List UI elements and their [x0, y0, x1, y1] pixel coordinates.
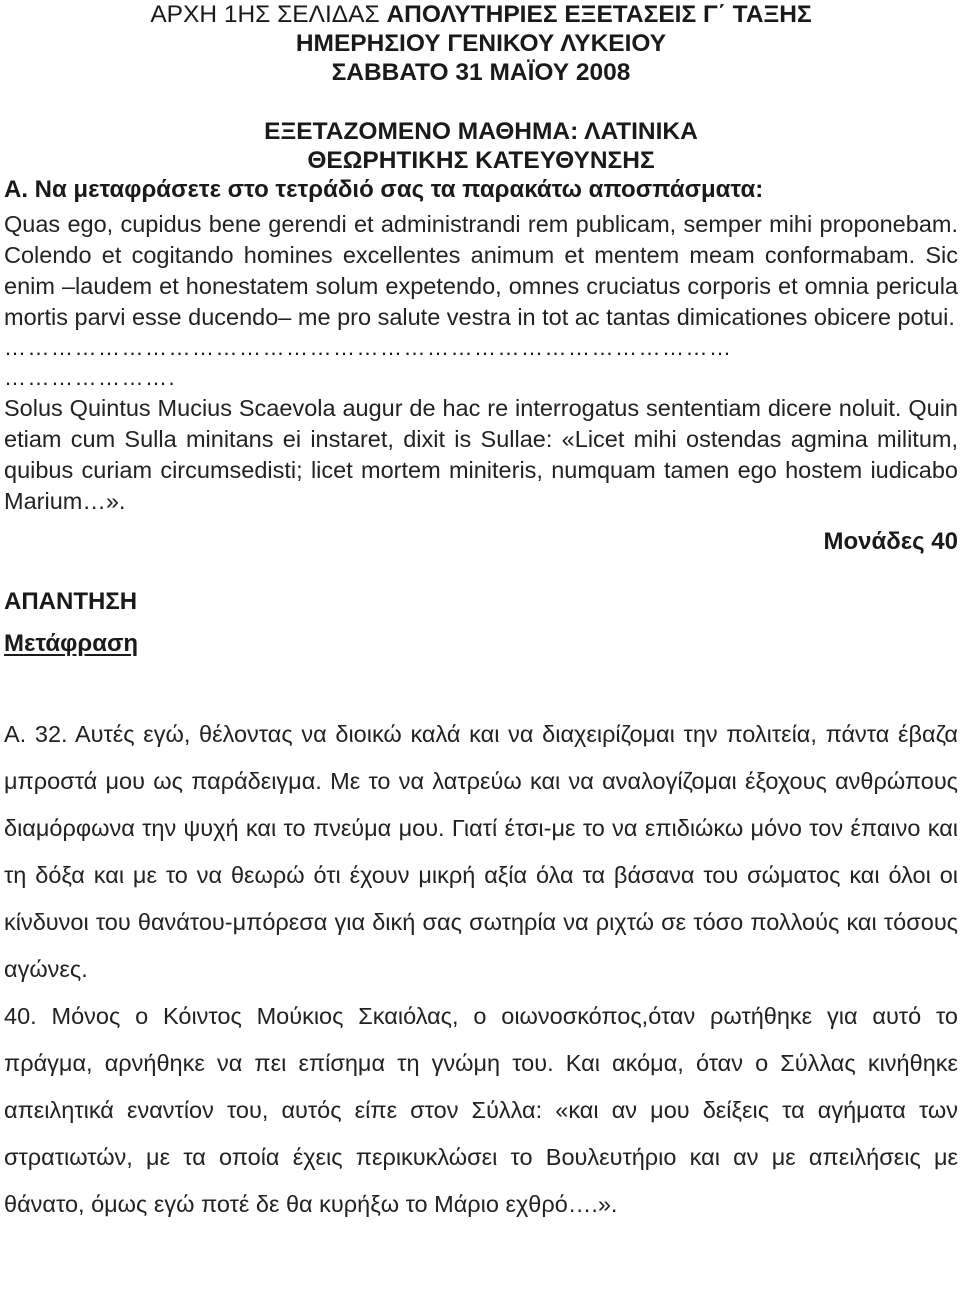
header-spacer — [4, 87, 958, 117]
translation-paragraph-32: Α. 32. Αυτές εγώ, θέλοντας να διοικώ καλά και να διαχειρίζομαι την πολιτεία, πάντα έβαζα μπροστά μου ως παράδειγμα. Με το να λατρεύω και να αναλογίζομαι έξοχους ανθρώπους διαμόρφωνα την ψυχή και το πνεύμα μου. Γιατί έτσι-με το να επιδιώκω μόνο τον έπαινο και τη δόξα και με το να θεωρώ ότι έχουν μικρή αξία όλα τα βάσανα του σώματος και όλοι οι κίνδυνοι του θανάτου-μπόρεσα για δική σας σωτηρία να ριχτώ σε τόσο πολλούς και τόσους αγώνες. — [4, 721, 958, 982]
translation-title: Μετάφραση — [4, 630, 139, 657]
answer-title: ΑΠΑΝΤΗΣΗ — [4, 588, 138, 615]
header-line-1 — [4, 0, 958, 29]
exam-subject: ΕΞΕΤΑΖΟΜΕΝΟ ΜΑΘΗΜΑ: ΛΑΤΙΝΙΚΑ — [264, 118, 698, 145]
page-marker: ΑΡΧΗ 1ΗΣ ΣΕΛΙΔΑΣ — [150, 1, 380, 28]
exam-direction: ΘΕΩΡΗΤΙΚΗΣ ΚΑΤΕΥΘΥΝΣΗΣ — [307, 147, 655, 174]
translation-paragraph-40: 40. Μόνος ο Κόιντος Μούκιος Σκαιόλας, ο οιωνοσκόπος,όταν ρωτήθηκε για αυτό το πράγμα, αρνήθηκε να πει επίσημα τη γνώμη του. Και ακόμα, όταν ο Σύλλας κινήθηκε απειλητικά εναντίον του, αυτός είπε στον Σύλλα: «και αν μου δείξεις τα αγήματα των στρατιωτών, με τα οποία έχεις περικυκλώσει το Βουλευτήριο και αν με απειλήσεις με θάνατο, όμως εγώ ποτέ δε θα κυρήξω το Μάριο εχθρό….». — [4, 1003, 958, 1217]
latin-passage-32: Quas ego, cupidus bene gerendi et administrandi rem publicam, semper mihi proponebam. Colendo et cogitando homines excellentes animum et mentem meam conformabam. Sic enim –laudem et honestatem solum expetendo, omnes cruciatus corporis et omnia pericula mortis parvi esse ducendo– me pro salute vestra in tot ac tantas dimicationes obicere potui. — [4, 211, 958, 330]
exam-page — [4, 0, 958, 1228]
ellipsis-line-2: …………………. — [4, 365, 177, 390]
task-a-heading: Α. Να μεταφράσετε στο τετράδιό σας τα παρακάτω αποσπάσματα: — [4, 176, 764, 203]
exam-title: ΑΠΟΛΥΤΗΡΙΕΣ ΕΞΕΤΑΣΕΙΣ Γ΄ ΤΑΞΗΣ — [386, 1, 812, 28]
ellipsis-line-1: ………………………………………………………………………………… — [4, 335, 733, 360]
units-label: Μονάδες 40 — [823, 528, 958, 555]
latin-passage-40: Solus Quintus Mucius Scaevola augur de hac re interrogatus sententiam dicere noluit. Quin etiam cum Sulla minitans ei instaret, dixit is Sullae: «Licet mihi ostendas agmina militum, quibus curiam circumsedisti; licet mortem miniteris, numquam tamen ego hostem iudicabo Marium…». — [4, 395, 958, 514]
exam-date: ΣΑΒΒΑΤΟ 31 ΜΑΪΟΥ 2008 — [331, 59, 631, 86]
school-type: ΗΜΕΡΗΣΙΟΥ ΓΕΝΙΚΟΥ ΛΥΚΕΙΟΥ — [295, 30, 667, 57]
